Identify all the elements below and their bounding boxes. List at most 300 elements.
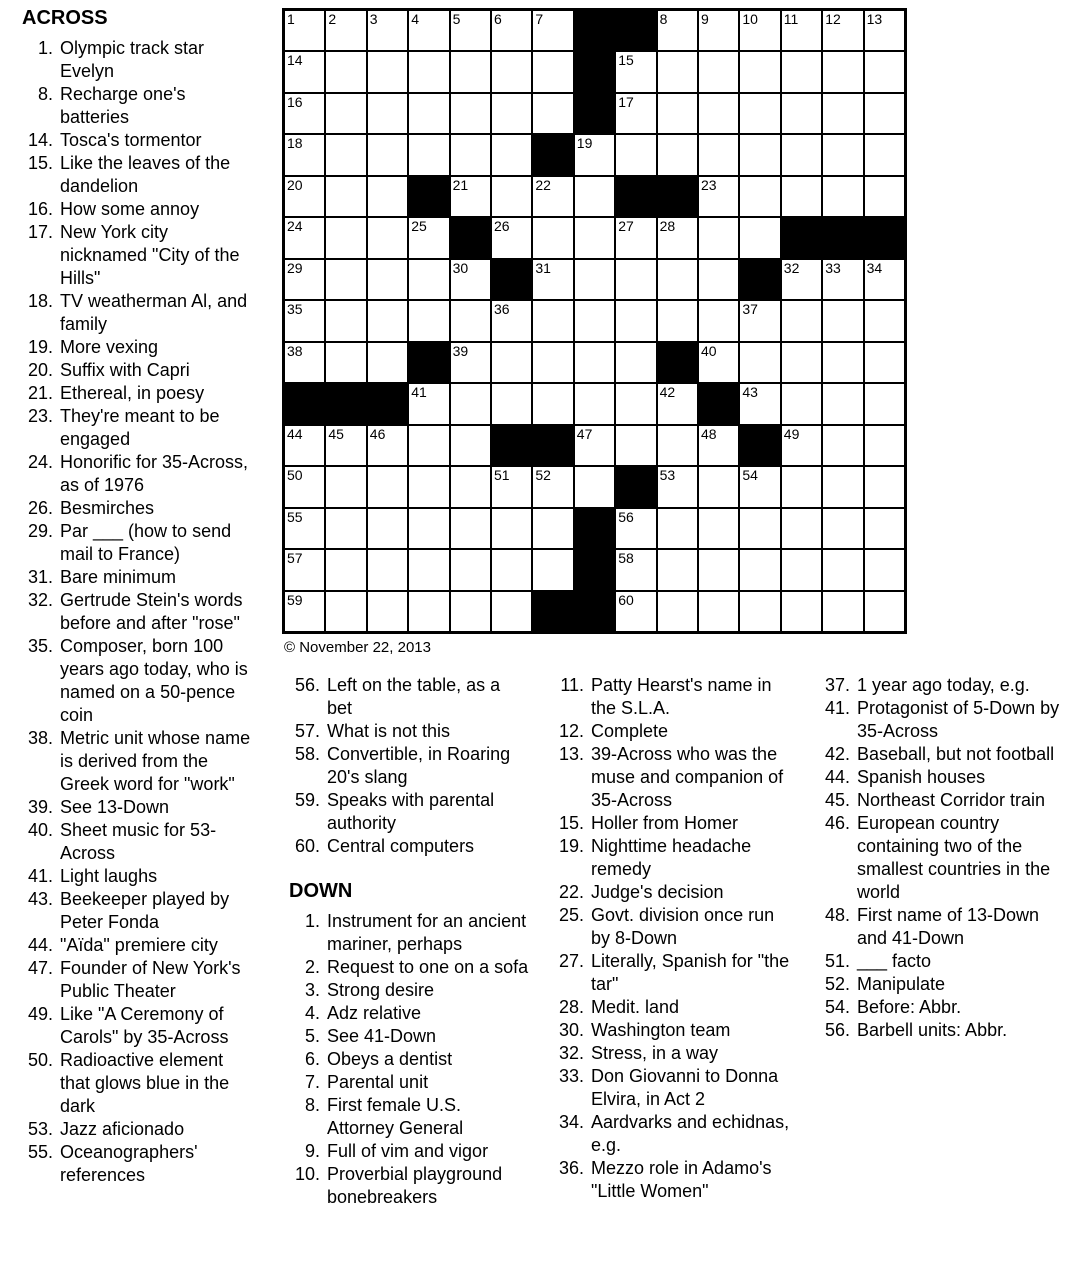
grid-cell[interactable]	[408, 383, 449, 424]
grid-cell[interactable]	[822, 425, 863, 466]
grid-cell[interactable]	[491, 383, 532, 424]
grid-cell[interactable]	[574, 176, 615, 217]
cell-number: 23	[701, 176, 717, 193]
grid-cell[interactable]	[657, 51, 698, 92]
grid-cell[interactable]	[739, 508, 780, 549]
grid-cell[interactable]	[739, 591, 780, 632]
grid-cell[interactable]	[739, 466, 780, 507]
grid-cell[interactable]	[781, 591, 822, 632]
cell-number: 19	[576, 135, 593, 152]
grid-cell[interactable]	[698, 217, 739, 258]
grid-cell[interactable]	[491, 10, 532, 51]
grid-cell[interactable]	[367, 342, 408, 383]
clue-text: See 41-Down	[327, 1026, 437, 1046]
clue-text: Speaks with parental authority	[327, 790, 495, 833]
grid-cell[interactable]	[450, 51, 491, 92]
clue-number: 7.	[304, 1072, 320, 1092]
grid-cell[interactable]	[450, 176, 491, 217]
down-clues-column-2	[551, 674, 797, 1203]
clue-number: 52.	[824, 974, 850, 994]
clue-number: 6.	[304, 1049, 320, 1069]
cell-number: 38	[287, 342, 303, 359]
grid-cell[interactable]	[657, 134, 698, 175]
grid-cell[interactable]	[408, 93, 449, 134]
grid-cell[interactable]	[781, 508, 822, 549]
clue-text: Suffix with Capri	[60, 360, 190, 380]
grid-cell[interactable]	[822, 51, 863, 92]
grid-cell[interactable]	[284, 466, 325, 507]
clue-number: 19.	[27, 337, 53, 357]
cell-number: 13	[866, 11, 883, 27]
grid-cell[interactable]	[532, 549, 573, 590]
grid-cell[interactable]	[657, 10, 698, 51]
grid-cell[interactable]	[822, 466, 863, 507]
clue-item	[817, 674, 1067, 697]
grid-cell[interactable]	[532, 93, 573, 134]
grid-cell[interactable]	[325, 466, 366, 507]
grid-cell[interactable]	[657, 549, 698, 590]
cell-number: 49	[783, 425, 800, 442]
grid-cell[interactable]	[739, 549, 780, 590]
grid-cell[interactable]	[615, 591, 656, 632]
cell-number: 9	[701, 11, 709, 27]
grid-cell[interactable]	[491, 134, 532, 175]
grid-cell[interactable]	[574, 425, 615, 466]
clue-item	[287, 720, 529, 743]
grid-cell[interactable]	[864, 466, 905, 507]
grid-cell[interactable]	[739, 93, 780, 134]
grid-cell[interactable]	[698, 466, 739, 507]
grid-cell[interactable]	[367, 549, 408, 590]
grid-cell[interactable]	[739, 300, 780, 341]
grid-cell[interactable]	[491, 217, 532, 258]
clue-number: 28.	[558, 997, 584, 1017]
grid-cell[interactable]	[739, 176, 780, 217]
grid-cell[interactable]	[574, 342, 615, 383]
grid-cell[interactable]	[450, 466, 491, 507]
grid-cell[interactable]	[284, 549, 325, 590]
cell-number: 25	[411, 218, 427, 235]
clue-text: Par ___ (how to send mail to France)	[60, 521, 232, 564]
grid-cell[interactable]	[739, 51, 780, 92]
grid-cell[interactable]	[367, 10, 408, 51]
grid-cell[interactable]	[615, 383, 656, 424]
grid-cell[interactable]	[822, 342, 863, 383]
grid-cell[interactable]	[864, 549, 905, 590]
grid-cell[interactable]	[864, 176, 905, 217]
grid-cell[interactable]	[698, 508, 739, 549]
clue-text: Northeast Corridor train	[857, 790, 1046, 810]
grid-cell[interactable]	[450, 10, 491, 51]
clue-number: 56.	[824, 1020, 850, 1040]
grid-cell[interactable]	[822, 383, 863, 424]
clue-number: 39.	[27, 797, 53, 817]
grid-cell[interactable]	[574, 134, 615, 175]
black-cell	[532, 425, 573, 466]
clue-number: 47.	[27, 958, 53, 978]
grid-cell[interactable]	[822, 10, 863, 51]
clue-text: First female U.S. Attorney General	[327, 1095, 464, 1138]
grid-cell[interactable]	[367, 51, 408, 92]
clue-number: 3.	[304, 980, 320, 1000]
cell-number: 5	[452, 11, 461, 27]
grid-cell[interactable]	[698, 300, 739, 341]
cell-number: 28	[659, 218, 676, 235]
grid-cell[interactable]	[408, 466, 449, 507]
grid-cell[interactable]	[698, 10, 739, 51]
cell-number: 4	[411, 11, 419, 27]
grid-cell[interactable]	[284, 342, 325, 383]
grid-cell[interactable]	[325, 508, 366, 549]
grid-cell[interactable]	[864, 134, 905, 175]
cell-number: 57	[287, 550, 303, 567]
grid-cell[interactable]	[367, 300, 408, 341]
grid-cell[interactable]	[367, 259, 408, 300]
grid-cell[interactable]	[532, 466, 573, 507]
clue-number: 32.	[558, 1043, 584, 1063]
clue-text: Sheet music for 53-Across	[60, 820, 217, 863]
grid-cell[interactable]	[657, 93, 698, 134]
grid-cell[interactable]	[532, 342, 573, 383]
grid-cell[interactable]	[864, 591, 905, 632]
grid-cell[interactable]	[408, 10, 449, 51]
grid-cell[interactable]	[657, 591, 698, 632]
black-cell	[325, 383, 366, 424]
cell-number: 2	[328, 11, 337, 27]
grid-cell[interactable]	[781, 425, 822, 466]
clue-number: 16.	[27, 199, 53, 219]
grid-cell[interactable]	[822, 93, 863, 134]
grid-cell[interactable]	[574, 466, 615, 507]
cell-number: 51	[494, 467, 510, 484]
grid-cell[interactable]	[284, 176, 325, 217]
grid-cell[interactable]	[367, 425, 408, 466]
grid-cell[interactable]	[408, 549, 449, 590]
clue-text: Baseball, but not football	[857, 744, 1055, 764]
clue-number: 23.	[27, 406, 53, 426]
grid-cell[interactable]	[657, 383, 698, 424]
grid-cell[interactable]	[698, 51, 739, 92]
grid-cell[interactable]	[284, 508, 325, 549]
grid-cell[interactable]	[781, 51, 822, 92]
grid-cell[interactable]	[864, 10, 905, 51]
across-header: ACROSS	[22, 7, 108, 29]
clue-number: 11.	[560, 675, 584, 695]
clue-item	[20, 566, 258, 589]
cell-number: 43	[742, 384, 758, 401]
grid-cell[interactable]	[491, 176, 532, 217]
grid-cell[interactable]	[450, 508, 491, 549]
grid-cell[interactable]	[781, 300, 822, 341]
cell-number: 20	[287, 176, 303, 193]
cell-number: 33	[825, 259, 841, 276]
grid-cell[interactable]	[408, 217, 449, 258]
grid-cell[interactable]	[698, 259, 739, 300]
black-cell	[574, 591, 615, 632]
clue-number: 51.	[824, 951, 850, 971]
grid-cell[interactable]	[574, 259, 615, 300]
grid-cell[interactable]	[781, 383, 822, 424]
clue-number: 10.	[294, 1164, 320, 1184]
grid-cell[interactable]	[739, 134, 780, 175]
grid-cell[interactable]	[408, 51, 449, 92]
grid-cell[interactable]	[532, 383, 573, 424]
clue-text: Judge's decision	[591, 882, 724, 902]
grid-cell[interactable]	[739, 342, 780, 383]
grid-cell[interactable]	[822, 176, 863, 217]
clue-item	[551, 812, 797, 835]
grid-cell[interactable]	[822, 549, 863, 590]
grid-cell[interactable]	[822, 134, 863, 175]
clue-item	[20, 290, 258, 336]
clue-text: They're meant to be engaged	[60, 406, 220, 449]
grid-cell[interactable]	[491, 51, 532, 92]
grid-cell[interactable]	[864, 508, 905, 549]
grid-cell[interactable]	[657, 425, 698, 466]
clue-item	[20, 865, 258, 888]
grid-cell[interactable]	[325, 259, 366, 300]
grid-cell[interactable]	[615, 300, 656, 341]
cell-number: 44	[287, 425, 303, 442]
clue-item	[287, 910, 529, 956]
clue-text: "Aïda" premiere city	[60, 935, 218, 955]
grid-cell[interactable]	[367, 176, 408, 217]
grid-cell[interactable]	[532, 259, 573, 300]
grid-cell[interactable]	[325, 134, 366, 175]
black-cell	[739, 259, 780, 300]
grid-cell[interactable]	[864, 93, 905, 134]
clue-text: Founder of New York's Public Theater	[60, 958, 241, 1001]
grid-cell[interactable]	[491, 591, 532, 632]
grid-cell[interactable]	[284, 425, 325, 466]
grid-cell[interactable]	[408, 508, 449, 549]
cell-number: 54	[742, 467, 758, 484]
grid-cell[interactable]	[574, 300, 615, 341]
clue-text: Mezzo role in Adamo's "Little Women"	[591, 1158, 772, 1201]
across-clues-list-1	[20, 37, 258, 1187]
cell-number: 56	[618, 508, 634, 525]
grid-cell[interactable]	[615, 508, 656, 549]
clue-number: 27.	[558, 951, 584, 971]
grid-cell[interactable]	[532, 508, 573, 549]
grid-cell[interactable]	[574, 383, 615, 424]
grid-cell[interactable]	[781, 342, 822, 383]
grid-cell[interactable]	[615, 342, 656, 383]
black-cell	[574, 549, 615, 590]
grid-cell[interactable]	[698, 134, 739, 175]
clue-text: 39-Across who was the muse and companion of 35-Across	[591, 744, 784, 810]
grid-cell[interactable]	[822, 259, 863, 300]
clue-text: 1 year ago today, e.g.	[857, 675, 1030, 695]
clue-item	[817, 904, 1067, 950]
grid-cell[interactable]	[864, 383, 905, 424]
clue-number: 42.	[824, 744, 850, 764]
clue-item	[20, 1118, 258, 1141]
grid-cell[interactable]	[367, 508, 408, 549]
clue-item	[20, 451, 258, 497]
grid-cell[interactable]	[864, 425, 905, 466]
grid-cell[interactable]	[450, 549, 491, 590]
grid-cell[interactable]	[615, 51, 656, 92]
black-cell	[491, 425, 532, 466]
grid-cell[interactable]	[284, 93, 325, 134]
grid-cell[interactable]	[325, 342, 366, 383]
clue-number: 22.	[558, 882, 584, 902]
cell-number: 30	[452, 259, 469, 276]
grid-cell[interactable]	[781, 466, 822, 507]
clue-item	[817, 1019, 1067, 1042]
clue-number: 60.	[294, 836, 320, 856]
grid-cell[interactable]	[408, 259, 449, 300]
grid-cell[interactable]	[325, 591, 366, 632]
grid-cell[interactable]	[450, 383, 491, 424]
clue-item	[20, 1141, 258, 1187]
cell-number: 27	[618, 218, 634, 235]
grid-cell[interactable]	[532, 51, 573, 92]
grid-cell[interactable]	[491, 508, 532, 549]
grid-cell[interactable]	[450, 134, 491, 175]
grid-cell[interactable]	[698, 591, 739, 632]
grid-cell[interactable]	[781, 10, 822, 51]
grid-cell[interactable]	[284, 591, 325, 632]
clue-number: 32.	[27, 590, 53, 610]
grid-cell[interactable]	[615, 549, 656, 590]
grid-cell[interactable]	[615, 134, 656, 175]
grid-cell[interactable]	[325, 176, 366, 217]
clue-number: 20.	[27, 360, 53, 380]
grid-cell[interactable]	[450, 259, 491, 300]
black-cell	[615, 10, 656, 51]
grid-cell[interactable]	[284, 10, 325, 51]
grid-cell[interactable]	[822, 591, 863, 632]
grid-cell[interactable]	[864, 342, 905, 383]
grid-cell[interactable]	[284, 300, 325, 341]
grid-cell[interactable]	[491, 549, 532, 590]
grid-cell[interactable]	[367, 93, 408, 134]
grid-cell[interactable]	[284, 134, 325, 175]
clue-text: Medit. land	[591, 997, 680, 1017]
clue-text: Govt. division once run by 8-Down	[591, 905, 775, 948]
grid-cell[interactable]	[325, 425, 366, 466]
grid-cell[interactable]	[864, 300, 905, 341]
clue-number: 14.	[27, 130, 53, 150]
grid-cell[interactable]	[781, 176, 822, 217]
grid-cell[interactable]	[325, 549, 366, 590]
black-cell	[367, 383, 408, 424]
grid-cell[interactable]	[450, 425, 491, 466]
cell-number: 46	[369, 425, 386, 442]
grid-cell[interactable]	[698, 342, 739, 383]
grid-cell[interactable]	[657, 217, 698, 258]
grid-cell[interactable]	[408, 134, 449, 175]
grid-cell[interactable]	[864, 51, 905, 92]
grid-cell[interactable]	[698, 549, 739, 590]
grid-cell[interactable]	[657, 508, 698, 549]
clue-item	[551, 904, 797, 950]
grid-cell[interactable]	[491, 93, 532, 134]
grid-cell[interactable]	[532, 300, 573, 341]
grid-cell[interactable]	[408, 300, 449, 341]
clue-item	[817, 789, 1067, 812]
grid-cell[interactable]	[657, 259, 698, 300]
grid-cell[interactable]	[367, 466, 408, 507]
grid-cell[interactable]	[532, 176, 573, 217]
clue-number: 15.	[27, 153, 53, 173]
grid-cell[interactable]	[367, 591, 408, 632]
clue-text: Manipulate	[857, 974, 946, 994]
grid-cell[interactable]	[615, 93, 656, 134]
down-header: DOWN	[289, 880, 353, 902]
grid-cell[interactable]	[450, 300, 491, 341]
clue-number: 26.	[27, 498, 53, 518]
grid-cell[interactable]	[822, 508, 863, 549]
grid-cell[interactable]	[615, 425, 656, 466]
grid-cell[interactable]	[408, 425, 449, 466]
grid-cell[interactable]	[325, 93, 366, 134]
grid-cell[interactable]	[781, 93, 822, 134]
grid-cell[interactable]	[615, 259, 656, 300]
grid-cell[interactable]	[325, 217, 366, 258]
clue-item	[287, 743, 529, 789]
grid-cell[interactable]	[739, 383, 780, 424]
clue-text: Proverbial playground bonebreakers	[327, 1164, 503, 1207]
grid-cell[interactable]	[822, 300, 863, 341]
grid-cell[interactable]	[367, 217, 408, 258]
grid-cell[interactable]	[781, 134, 822, 175]
grid-cell[interactable]	[698, 93, 739, 134]
clue-text: Parental unit	[327, 1072, 429, 1092]
grid-cell[interactable]	[532, 217, 573, 258]
grid-cell[interactable]	[781, 259, 822, 300]
grid-cell[interactable]	[574, 217, 615, 258]
grid-cell[interactable]	[781, 549, 822, 590]
grid-cell[interactable]	[284, 51, 325, 92]
cell-number: 12	[825, 11, 841, 27]
grid-cell[interactable]	[864, 259, 905, 300]
grid-cell[interactable]	[367, 134, 408, 175]
grid-cell[interactable]	[532, 10, 573, 51]
grid-cell[interactable]	[657, 300, 698, 341]
grid-cell[interactable]	[450, 591, 491, 632]
clue-item	[20, 198, 258, 221]
grid-cell[interactable]	[408, 591, 449, 632]
grid-cell[interactable]	[739, 217, 780, 258]
grid-cell[interactable]	[698, 425, 739, 466]
clue-item	[20, 819, 258, 865]
clue-item	[20, 129, 258, 152]
grid-cell[interactable]	[615, 217, 656, 258]
grid-cell[interactable]	[657, 466, 698, 507]
grid-cell[interactable]	[491, 300, 532, 341]
grid-cell[interactable]	[325, 51, 366, 92]
clue-text: Like "A Ceremony of Carols" by 35-Across	[60, 1004, 229, 1047]
grid-cell[interactable]	[450, 93, 491, 134]
grid-cell[interactable]	[491, 342, 532, 383]
cell-number: 8	[659, 11, 668, 27]
black-cell	[532, 591, 573, 632]
grid-cell[interactable]	[284, 259, 325, 300]
grid-cell[interactable]	[325, 10, 366, 51]
grid-cell[interactable]	[325, 300, 366, 341]
grid-cell[interactable]	[698, 176, 739, 217]
black-cell	[822, 217, 863, 258]
grid-cell[interactable]	[284, 217, 325, 258]
grid-cell[interactable]	[491, 466, 532, 507]
grid-cell[interactable]	[450, 342, 491, 383]
clue-item	[817, 812, 1067, 904]
clue-text: Convertible, in Roaring 20's slang	[327, 744, 511, 787]
grid-cell[interactable]	[739, 10, 780, 51]
